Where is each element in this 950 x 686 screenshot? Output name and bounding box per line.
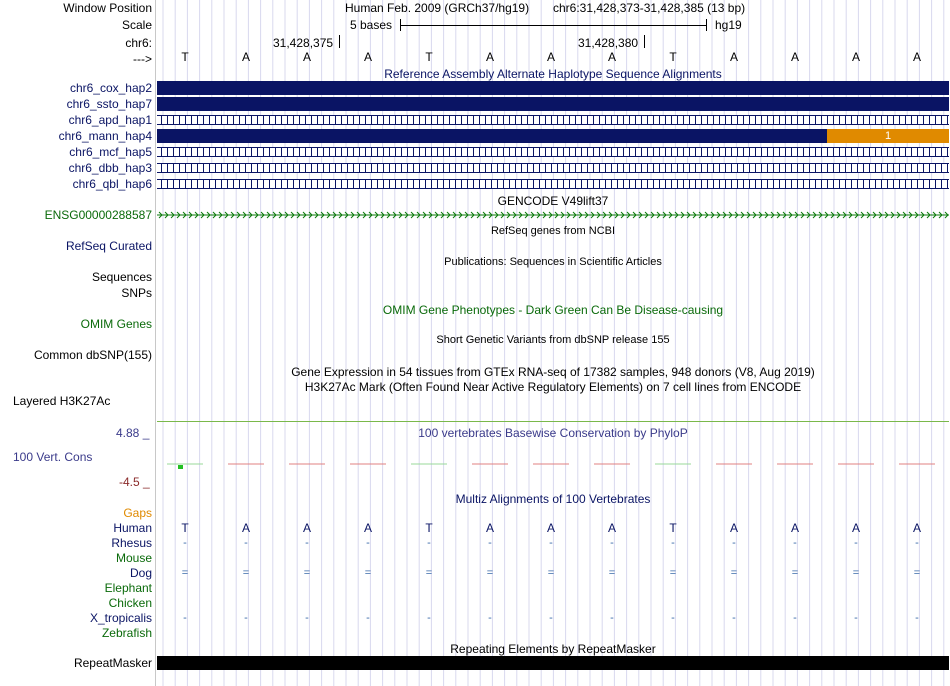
alignment-bar-ssto-hap7[interactable]	[157, 97, 949, 111]
scale-label: Scale	[121, 18, 152, 32]
ruler-tick-2: 31,428,380	[578, 36, 639, 50]
scale-bar-right-tick	[706, 19, 707, 31]
repeatmasker-title[interactable]: Repeating Elements by RepeatMasker	[450, 642, 656, 656]
multiz-base: =	[242, 567, 250, 579]
track-label-dbb-hap3[interactable]: chr6_dbb_hap3	[68, 161, 152, 175]
multiz-base: A	[912, 521, 921, 535]
multiz-base: =	[364, 567, 372, 579]
gtex-title[interactable]: Gene Expression in 54 tissues from GTEx RNA-seq of 17382 samples, 948 donors (V8, Aug 2019)	[291, 365, 815, 379]
multiz-base: -	[244, 537, 248, 549]
track-label-mcf-hap5[interactable]: chr6_mcf_hap5	[69, 145, 152, 159]
multiz-base: -	[793, 612, 797, 624]
multiz-base: T	[181, 521, 189, 535]
multiz-base: -	[488, 537, 492, 549]
strand-label: --->	[133, 52, 152, 66]
multiz-base: =	[913, 567, 921, 579]
base-letter: T	[181, 50, 189, 64]
multiz-base: =	[791, 567, 799, 579]
scale-text: 5 bases	[350, 18, 393, 32]
dbsnp-label[interactable]: Common dbSNP(155)	[33, 348, 152, 362]
publications-title[interactable]: Publications: Sequences in Scientific Articles	[444, 256, 662, 268]
multiz-base: -	[305, 537, 309, 549]
omim-label[interactable]: OMIM Genes	[80, 317, 152, 331]
base-letter: A	[241, 50, 250, 64]
repeatmasker-bar[interactable]	[157, 656, 949, 670]
multiz-species-label[interactable]: X_tropicalis	[89, 611, 152, 625]
multiz-base: A	[485, 521, 494, 535]
base-letter: A	[302, 50, 311, 64]
base-letter: A	[851, 50, 860, 64]
multiz-base: -	[183, 612, 187, 624]
gencode-title[interactable]: GENCODE V49lift37	[497, 194, 609, 208]
alignment-chevron-apd-hap1[interactable]	[157, 115, 949, 125]
track-label-ssto-hap7[interactable]: chr6_ssto_hap7	[66, 97, 152, 111]
alignment-bar-mann-hap4[interactable]	[157, 129, 827, 143]
base-letter: A	[546, 50, 555, 64]
ruler-tick-1-mark	[339, 35, 340, 48]
conservation-min: -4.5 _	[119, 475, 150, 489]
multiz-base: -	[915, 537, 919, 549]
track-label-cox-hap2[interactable]: chr6_cox_hap2	[69, 81, 152, 95]
multiz-base: T	[669, 521, 677, 535]
multiz-title[interactable]: Multiz Alignments of 100 Vertebrates	[455, 492, 651, 506]
gencode-gene-label[interactable]: ENSG00000288587	[44, 208, 152, 222]
multiz-base: -	[488, 612, 492, 624]
multiz-base: =	[181, 567, 189, 579]
base-letter: A	[729, 50, 738, 64]
base-letter: A	[363, 50, 372, 64]
base-letter: A	[607, 50, 616, 64]
multiz-base: -	[366, 537, 370, 549]
multiz-species-label[interactable]: Human	[113, 521, 152, 535]
multiz-base: -	[915, 612, 919, 624]
gencode-gene-chevrons[interactable]	[157, 209, 949, 221]
multiz-species-label[interactable]: Zebrafish	[101, 626, 152, 640]
multiz-base: -	[366, 612, 370, 624]
multiz-base: -	[305, 612, 309, 624]
multiz-base: A	[546, 521, 555, 535]
multiz-species-label[interactable]: Chicken	[108, 596, 152, 610]
multiz-species-label[interactable]: Rhesus	[111, 536, 152, 550]
multiz-base: A	[302, 521, 311, 535]
scale-db: hg19	[715, 18, 742, 32]
multiz-base: =	[669, 567, 677, 579]
multiz-base: A	[607, 521, 616, 535]
ruler-tick-2-mark	[644, 35, 645, 48]
multiz-base: =	[852, 567, 860, 579]
conservation-peak	[178, 465, 183, 469]
multiz-base: -	[610, 612, 614, 624]
multiz-base: -	[183, 537, 187, 549]
multiz-base: -	[427, 537, 431, 549]
mann-hap4-mismatch-block[interactable]: 1	[827, 129, 949, 143]
track-label-mann-hap4[interactable]: chr6_mann_hap4	[58, 129, 152, 143]
multiz-base: =	[425, 567, 433, 579]
multiz-base: -	[549, 537, 553, 549]
refseq-title[interactable]: RefSeq genes from NCBI	[490, 225, 616, 237]
scale-bar-left-tick	[400, 19, 401, 31]
base-letter: T	[425, 50, 433, 64]
multiz-base: -	[671, 537, 675, 549]
omim-title[interactable]: OMIM Gene Phenotypes - Dark Green Can Be Disease-causing	[382, 303, 724, 317]
multiz-base: -	[732, 612, 736, 624]
alignment-bar-cox-hap2[interactable]	[157, 81, 949, 95]
multiz-base: =	[547, 567, 555, 579]
multiz-base: -	[610, 537, 614, 549]
dbsnp-title[interactable]: Short Genetic Variants from dbSNP release 155	[436, 334, 670, 346]
track-label-qbl-hap6[interactable]: chr6_qbl_hap6	[72, 177, 152, 191]
ruler-tick-1: 31,428,375	[273, 36, 334, 50]
multiz-species-label[interactable]: Dog	[129, 566, 152, 580]
refseq-label[interactable]: RefSeq Curated	[65, 239, 152, 253]
h3k27ac-label[interactable]: Layered H3K27Ac	[13, 394, 111, 408]
multiz-base: =	[303, 567, 311, 579]
gaps-label: Gaps	[123, 506, 152, 520]
h3k27ac-title[interactable]: H3K27Ac Mark (Often Found Near Active Regulatory Elements) on 7 cell lines from ENCODE	[304, 380, 802, 394]
multiz-base: -	[427, 612, 431, 624]
position-text[interactable]: chr6:31,428,373-31,428,385 (13 bp)	[553, 1, 746, 15]
track-label-apd-hap1[interactable]: chr6_apd_hap1	[68, 113, 152, 127]
multiz-base: A	[729, 521, 738, 535]
multiz-base: -	[244, 612, 248, 624]
multiz-base: A	[363, 521, 372, 535]
repeatmasker-label[interactable]: RepeatMasker	[73, 656, 152, 670]
multiz-base: T	[425, 521, 433, 535]
multiz-base: A	[241, 521, 250, 535]
multiz-species-label[interactable]: Mouse	[115, 551, 152, 565]
multiz-base: -	[854, 537, 858, 549]
assembly-title[interactable]: Human Feb. 2009 (GRCh37/hg19)	[345, 1, 530, 15]
h3k27ac-baseline	[157, 421, 949, 422]
scale-bar	[400, 25, 706, 26]
multiz-base: =	[730, 567, 738, 579]
alignment-chevron-qbl-hap6[interactable]	[157, 179, 949, 189]
alt-haplo-title[interactable]: Reference Assembly Alternate Haplotype Sequence Alignments	[384, 67, 722, 81]
label-separator	[155, 0, 156, 686]
multiz-base: -	[854, 612, 858, 624]
multiz-base: =	[486, 567, 494, 579]
base-letter: A	[485, 50, 494, 64]
multiz-base: A	[851, 521, 860, 535]
conservation-max: 4.88 _	[116, 426, 150, 440]
base-letter: T	[669, 50, 677, 64]
multiz-base: -	[671, 612, 675, 624]
window-position-label: Window Position	[63, 1, 152, 15]
conservation-title[interactable]: 100 vertebrates Basewise Conservation by PhyloP	[418, 426, 688, 440]
conservation-plot[interactable]	[157, 458, 949, 474]
base-letter: A	[790, 50, 799, 64]
publications-label[interactable]: Sequences	[91, 270, 152, 284]
multiz-base: =	[608, 567, 616, 579]
multiz-base: -	[549, 612, 553, 624]
multiz-base: A	[790, 521, 799, 535]
multiz-base: -	[793, 537, 797, 549]
snps-label[interactable]: SNPs	[121, 286, 152, 300]
base-letter: A	[912, 50, 921, 64]
multiz-species-label[interactable]: Elephant	[104, 581, 152, 595]
conservation-label[interactable]: 100 Vert. Cons	[13, 450, 93, 464]
multiz-base: -	[732, 537, 736, 549]
chrom-label: chr6:	[125, 36, 152, 50]
alignment-chevron-mcf-hap5[interactable]	[157, 147, 949, 157]
alignment-chevron-dbb-hap3[interactable]	[157, 163, 949, 173]
